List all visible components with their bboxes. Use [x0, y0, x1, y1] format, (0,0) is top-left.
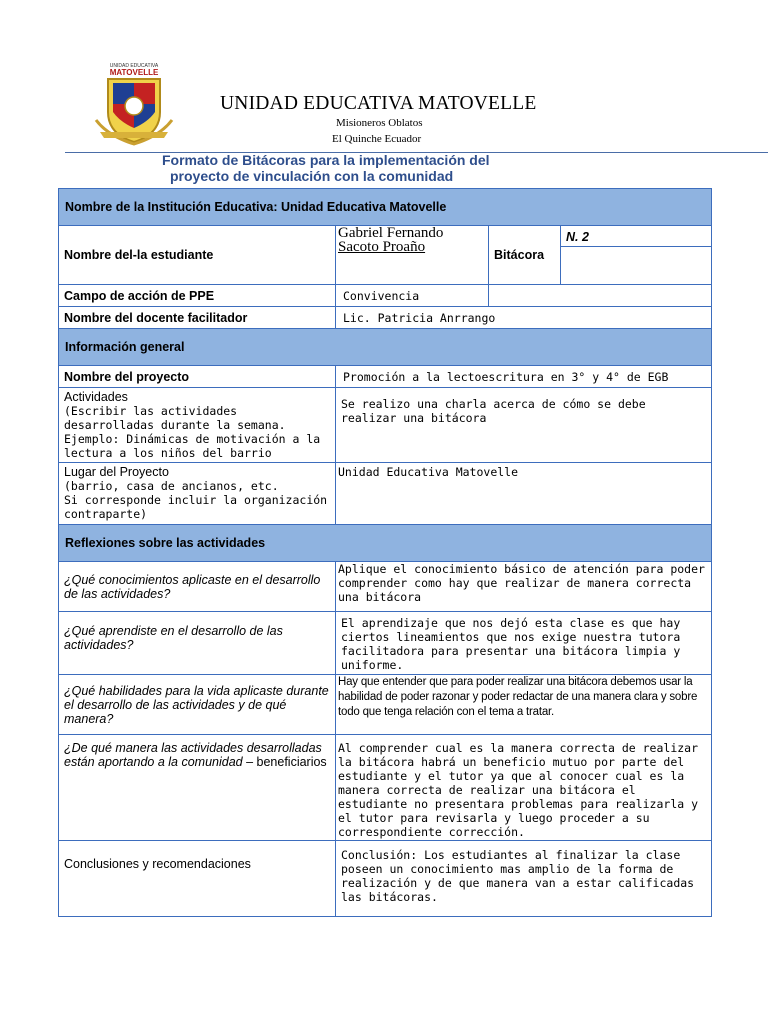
campo-label: Campo de acción de PPE	[59, 285, 336, 307]
student-name-line-1: Gabriel Fernando	[338, 225, 444, 241]
row-institution	[59, 189, 712, 226]
student-name-line-2: Sacoto Proaño	[338, 239, 426, 255]
subtitle-order: Misioneros Oblatos	[336, 117, 423, 129]
row-reflexiones-band	[59, 525, 712, 562]
answer-3: Hay que entender que para poder realizar una bitácora debemos usar la habilidad de poder razonar y poder redactar de una manera clara y sobre todo que tenga relación con el tema a tratar.	[336, 675, 712, 735]
row-q3	[59, 675, 712, 735]
question-2: ¿Qué aprendiste en el desarrollo de las actividades?	[59, 612, 336, 675]
question-4-tail: – beneficiarios	[242, 755, 327, 769]
row-actividades	[59, 388, 712, 463]
proyecto-label: Nombre del proyecto	[59, 366, 336, 388]
form-title-line-2: proyecto de vinculación con la comunidad	[170, 167, 454, 184]
campo-blank	[489, 285, 712, 307]
subtitle-location: El Quinche Ecuador	[332, 133, 422, 145]
form-title-line-1: Formato de Bitácoras para la implementación del	[162, 152, 490, 168]
question-1: ¿Qué conocimientos aplicaste en el desarrollo de las actividades?	[59, 562, 336, 612]
bitacora-number-blank	[561, 247, 712, 285]
row-proyecto	[59, 366, 712, 388]
campo-value: Convivencia	[336, 285, 489, 307]
bitacora-label: Bitácora	[489, 226, 561, 285]
answer-1: Aplique el conocimiento básico de atención para poder comprender como hay que realizar de manera correcta una bitácora	[336, 562, 712, 612]
institution-band: Nombre de la Institución Educativa: Unidad Educativa Matovelle	[59, 189, 712, 226]
conclusiones-label: Conclusiones y recomendaciones	[59, 841, 336, 917]
row-campo	[59, 285, 712, 307]
actividades-hint: (Escribir las actividades desarrolladas durante la semana. Ejemplo: Dinámicas de motivación a la lectura a los niños del barrio	[64, 404, 321, 460]
proyecto-value: Promoción a la lectoescritura en 3° y 4° de EGB	[336, 366, 712, 388]
logo-caption-name: MATOVELLE	[109, 68, 159, 77]
row-general-band	[59, 329, 712, 366]
lugar-label: Lugar del Proyecto	[64, 465, 169, 479]
row-docente	[59, 307, 712, 329]
question-4: ¿De qué manera las actividades desarrolladas están aportando a la comunidad	[64, 741, 322, 769]
row-q1	[59, 562, 712, 612]
docente-label: Nombre del docente facilitador	[59, 307, 336, 329]
question-3: ¿Qué habilidades para la vida aplicaste durante el desarrollo de las actividades y de qué manera?	[59, 675, 336, 735]
question-4-cell	[59, 735, 336, 841]
answer-2: El aprendizaje que nos dejó esta clase es que hay ciertos lineamientos que nos exige nuestra tutora facilitadora para presentar una bitácora limpia y uniforme.	[336, 612, 712, 675]
lugar-cell	[59, 463, 336, 525]
actividades-value: Se realizo una charla acerca de cómo se debe realizar una bitácora	[336, 388, 712, 463]
row-lugar	[59, 463, 712, 525]
row-student	[59, 226, 712, 247]
student-label: Nombre del-la estudiante	[59, 226, 336, 285]
row-conclusiones	[59, 841, 712, 917]
conclusiones-value: Conclusión: Los estudiantes al finalizar la clase poseen un conocimiento mas amplio de la forma de realización y de que manera van a estar calificadas las bitácoras.	[336, 841, 712, 917]
reflexiones-band: Reflexiones sobre las actividades	[59, 525, 712, 562]
bitacora-number: N. 2	[561, 226, 712, 247]
school-name: UNIDAD EDUCATIVA MATOVELLE	[220, 93, 537, 114]
docente-value: Lic. Patricia Anrrango	[336, 307, 712, 329]
lugar-hint-1: (barrio, casa de ancianos, etc.	[64, 479, 279, 493]
bitacora-form-table	[58, 188, 712, 917]
form-title	[162, 153, 490, 184]
logo-caption-top: UNIDAD EDUCATIVA	[109, 63, 159, 69]
answer-4: Al comprender cual es la manera correcta de realizar la bitácora habrá un beneficio mutuo por parte del estudiante y el tutor ya que al conocer cual es la manera correcta de realizar una bitácora el estudiante no presentara problemas para realizarla y el tutor para revisarla y luego proceder a su correspondiente corrección.	[336, 735, 712, 841]
lugar-value: Unidad Educativa Matovelle	[336, 463, 712, 525]
general-band: Información general	[59, 329, 712, 366]
row-q4	[59, 735, 712, 841]
school-crest-logo	[88, 62, 180, 150]
row-q2	[59, 612, 712, 675]
student-name	[336, 226, 489, 285]
actividades-cell	[59, 388, 336, 463]
lugar-hint-2: Si corresponde incluir la organización contraparte)	[64, 493, 328, 521]
document-header	[0, 0, 768, 190]
actividades-label: Actividades	[64, 390, 128, 404]
